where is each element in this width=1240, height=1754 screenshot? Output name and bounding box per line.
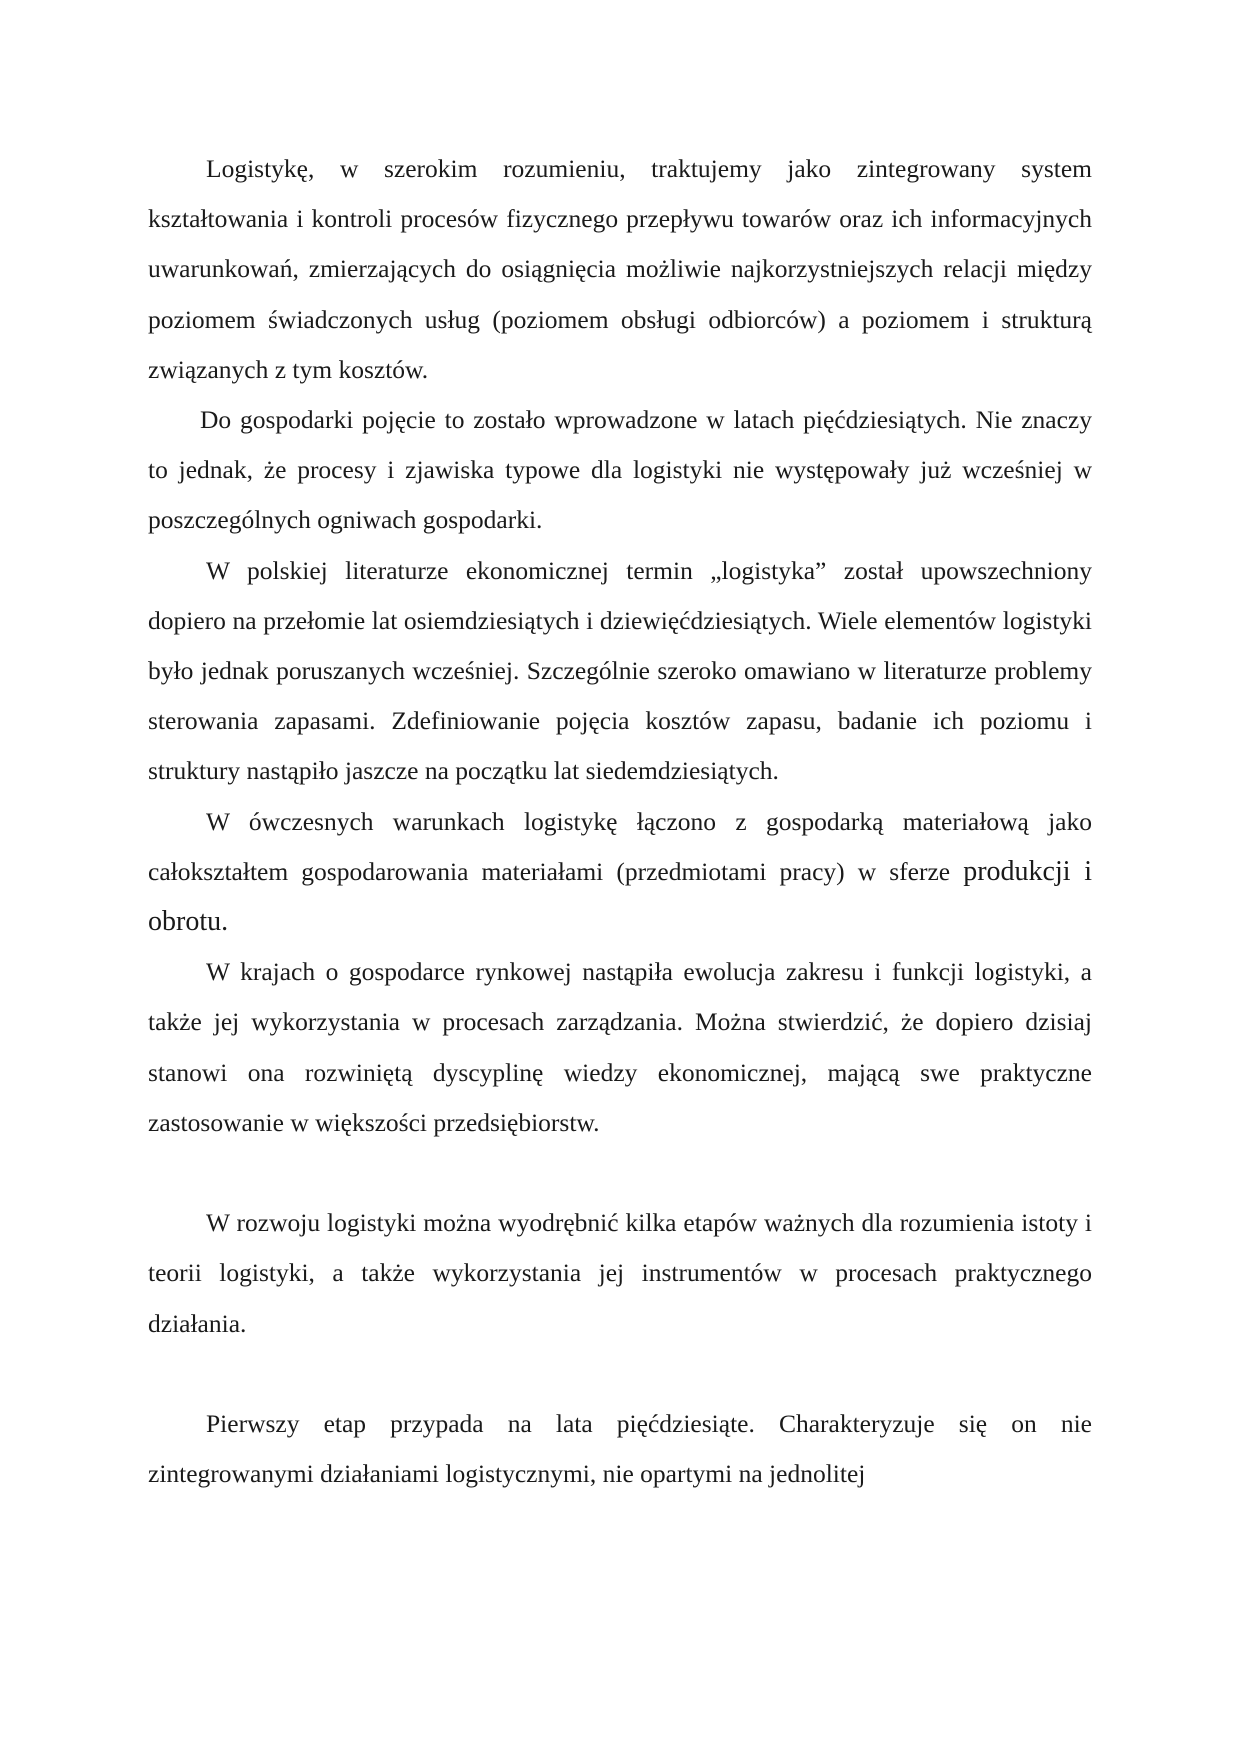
document-body [148, 144, 1092, 1499]
paragraph-spacer [148, 1148, 1092, 1198]
paragraph-material-economy-text: W ówczesnych warunkach logistykę łączono z gospodarką materiałową jako całokształtem gospodarowania materiałami (przedmiotami pracy) w sferze [148, 806, 1092, 886]
paragraph-market-evolution: W krajach o gospodarce rynkowej nastąpiła ewolucja zakresu i funkcji logistyki, a także jej wykorzystania w procesach zarządzania. Można stwierdzić, że dopiero dzisiaj stanowi ona rozwiniętą dyscyplinę wiedzy ekonomicznej, mającą swe praktyczne zastosowanie w większości przedsiębiorstw. [148, 957, 1092, 1137]
paragraph-logistics-definition: Logistykę, w szerokim rozumieniu, traktujemy jako zintegrowany system kształtowania i kontroli procesów fizycznego przepływu towarów oraz ich informacyjnych uwarunkowań, zmierzających do osiągnięcia możliwie najkorzystniejszych relacji między poziomem świadczonych usług (poziomem obsługi odbiorców) a poziomem i strukturą związanych z tym kosztów. [148, 154, 1092, 384]
paragraph-introduction-history: Do gospodarki pojęcie to zostało wprowadzone w latach pięćdziesiątych. Nie znaczy to jednak, że procesy i zjawiska typowe dla logistyki nie występowały już wcześniej w poszczególnych ogniwach gospodarki. [148, 405, 1092, 535]
paragraph-material-economy-emphasis: produkcji i obrotu. [148, 855, 1093, 938]
paragraph-material-economy [148, 797, 1092, 948]
paragraph-polish-literature: W polskiej literaturze ekonomicznej termin „logistyka” został upowszechniony dopiero na przełomie lat osiemdziesiątych i dziewięćdziesiątych. Wiele elementów logistyki było jednak poruszanych wcześniej. Szczególnie szeroko omawiano w literaturze problemy sterowania zapasami. Zdefiniowanie pojęcia kosztów zapasu, badanie ich poziomu i struktury nastąpiło jaszcze na początku lat siedemdziesiątych. [148, 555, 1092, 786]
paragraph-development-stages: W rozwoju logistyki można wyodrębnić kilka etapów ważnych dla rozumienia istoty i teorii logistyki, a także wykorzystania jej instrumentów w procesach praktycznego działania. [148, 1208, 1092, 1338]
paragraph-spacer [148, 1349, 1092, 1399]
paragraph-first-stage: Pierwszy etap przypada na lata pięćdziesiąte. Charakteryzuje się on nie zintegrowanymi działaniami logistycznymi, nie opartymi na jednolitej [148, 1409, 1092, 1489]
